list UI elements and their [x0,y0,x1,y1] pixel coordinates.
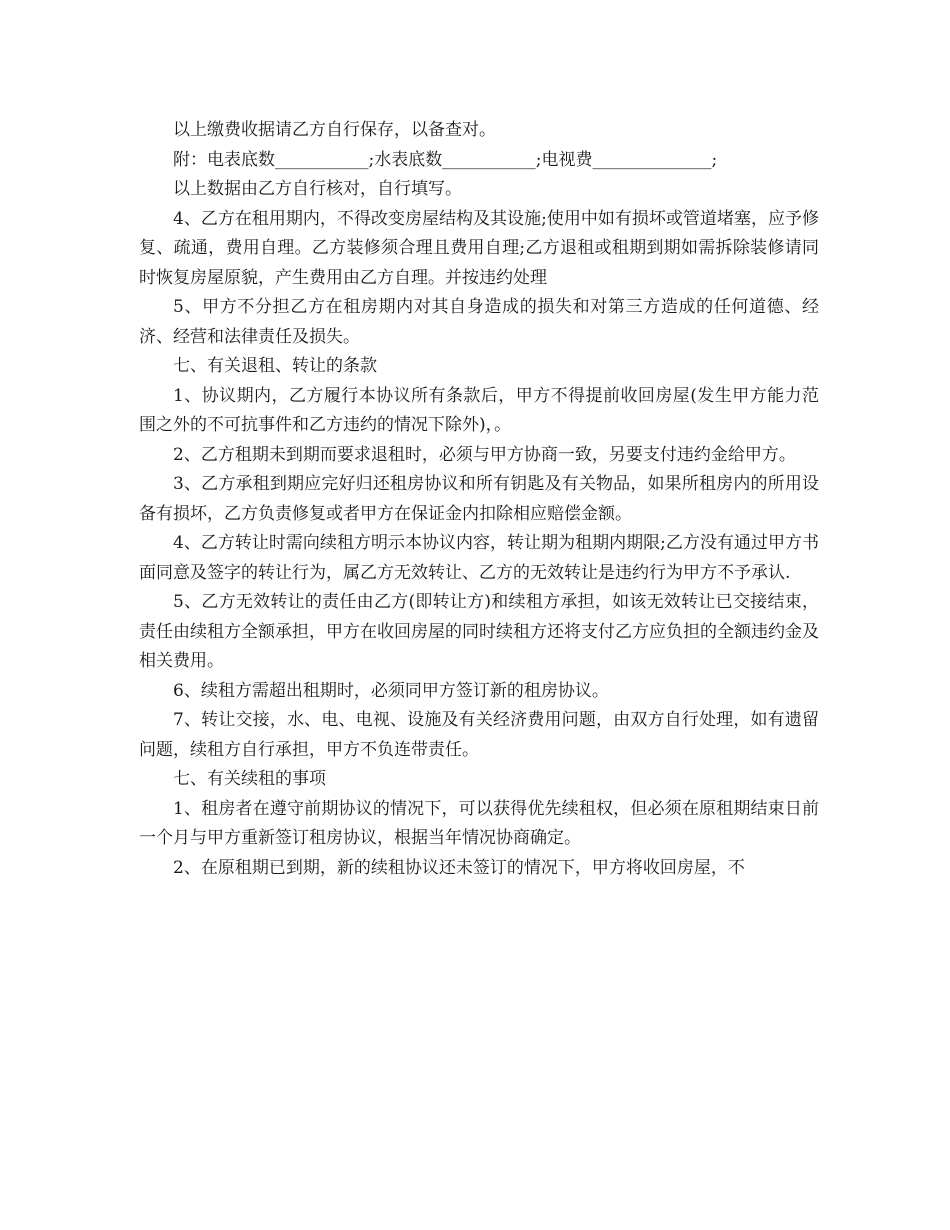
paragraph-renewal-1: 1、租房者在遵守前期协议的情况下，可以获得优先续租权，但必须在原租期结束日前一个月与甲方重新签订租房协议，根据当年情况协商确定。 [139,798,819,848]
paragraph-termination-4: 4、乙方转让时需向续租方明示本协议内容，转让期为租期内期限;乙方没有通过甲方书面同意及签字的转让行为，属乙方无效转让、乙方的无效转让是违约行为甲方不予承认. [139,533,819,583]
paragraph-clause-5: 5、甲方不分担乙方在租房期内对其自身造成的损失和对第三方造成的任何道德、经济、经营和法律责任及损失。 [139,297,819,347]
section-heading-renewal: 七、有关续租的事项 [173,769,326,789]
paragraph-meter-readings: 附：电表底数___________;水表底数___________;电视费______________; [173,149,718,170]
paragraph-termination-3: 3、乙方承租到期应完好归还租房协议和所有钥匙及有关物品，如果所租房内的所用设备有损坏，乙方负责修复或者甲方在保证金内扣除相应赔偿金额。 [139,474,819,524]
paragraph-clause-4: 4、乙方在租用期内，不得改变房屋结构及其设施;使用中如有损坏或管道堵塞，应予修复、疏通，费用自理。乙方装修须合理且费用自理;乙方退租或租期到期如需拆除装修请同时恢复房屋原貌，产生费用由乙方自理。并按违约处理 [139,208,819,288]
paragraph-termination-1: 1、协议期内，乙方履行本协议所有条款后，甲方不得提前收回房屋(发生甲方能力范围之外的不可抗事件和乙方违约的情况下除外)，。 [139,385,819,435]
paragraph-self-check: 以上数据由乙方自行核对，自行填写。 [173,179,462,199]
section-heading-termination-transfer: 七、有关退租、转让的条款 [173,356,377,376]
paragraph-termination-6: 6、续租方需超出租期时，必须同甲方签订新的租房协议。 [173,680,609,701]
paragraph-termination-5: 5、乙方无效转让的责任由乙方(即转让方)和续租方承担，如该无效转让已交接结束，责任由续租方全额承担，甲方在收回房屋的同时续租方还将支付乙方应负担的全额违约金及相关费用。 [139,592,819,671]
paragraph-termination-2: 2、乙方租期未到期而要求退租时，必须与甲方协商一致，另要支付违约金给甲方。 [173,444,796,465]
paragraph-renewal-2: 2、在原租期已到期，新的续租协议还未签订的情况下，甲方将收回房屋，不 [173,857,745,878]
document-body [139,116,819,883]
paragraph-termination-7: 7、转让交接，水、电、电视、设施及有关经济费用问题，由双方自行处理，如有遗留问题，续租方自行承担，甲方不负连带责任。 [139,710,819,760]
paragraph-receipt-note: 以上缴费收据请乙方自行保存，以备查对。 [173,120,496,140]
